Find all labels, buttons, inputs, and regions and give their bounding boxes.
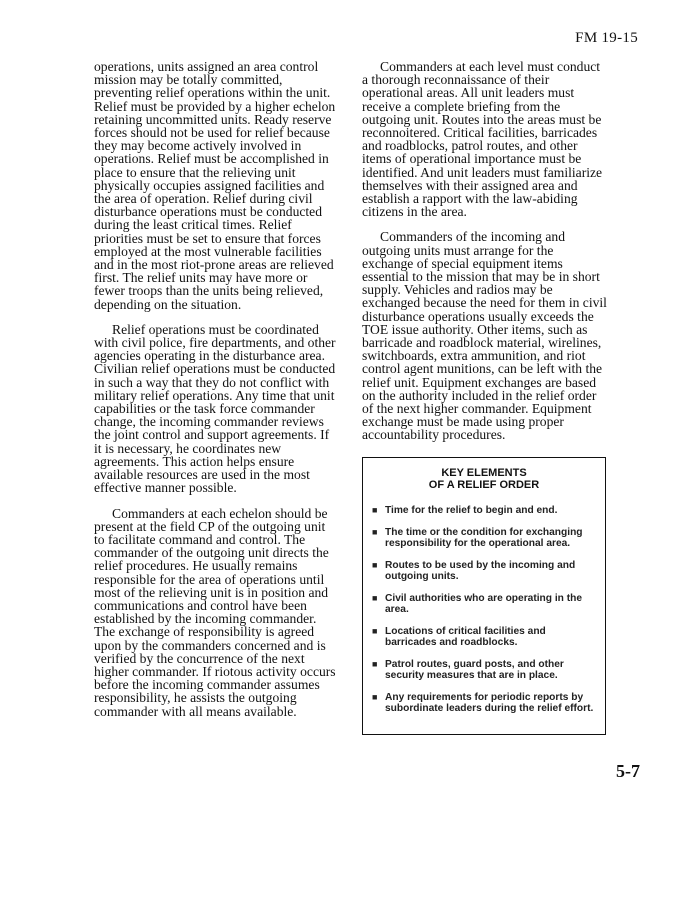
list-item-text: Patrol routes, guard posts, and other security measures that are in place. [385,658,564,681]
list-item [372,626,599,649]
list-item [372,659,599,682]
list-item [372,560,599,583]
key-elements-title-line: KEY ELEMENTS [441,467,527,479]
bullet-icon: ■ [372,526,378,537]
right-column [362,60,608,442]
list-item [372,593,599,616]
paragraph: Commanders of the incoming and outgoing units must arrange for the exchange of special equipment items essential to the mission that may be in short supply. Vehicles and radios may be exchanged because the need for them in civil disturbance operations usually exceeds the TOE issue authority. Other items, such as barricade and roadblock material, wirelines, switchboards, extra ammunition, and riot control agent munitions, can be left with the relief unit. Equipment exchanges are based on the authority included in the relief order of the next higher commander. Equipment exchange must be made using proper accountability procedures. [362,229,607,443]
page-number: 5-7 [616,761,640,781]
bullet-icon: ■ [372,625,378,636]
list-item-text: Routes to be used by the incoming and outgoing units. [385,559,576,582]
key-elements-box [362,457,606,735]
list-item [372,692,599,715]
list-item-text: The time or the condition for exchanging responsibility for the operational area. [385,526,583,549]
paragraph: Commanders at each echelon should be present at the field CP of the outgoing unit to facilitate command and control. The commander of the outgoing unit directs the relief procedures. He usually remains responsible for the area of operations until most of the relieving unit is in position and communications and control have been established by the incoming commander. The exchange of responsibility is agreed upon by the commanders concerned and is verified by the concurrence of the next higher commander. If riotous activity occurs before the incoming commander assumes responsibility, he assists the outgoing commander with all means available. [94,505,336,719]
list-item-text: Civil authorities who are operating in the area. [385,592,582,615]
bullet-icon: ■ [372,592,378,603]
key-elements-list [372,505,599,715]
bullet-icon: ■ [372,658,378,669]
paragraph: Commanders at each level must conduct a thorough reconnaissance of their operational areas. All unit leaders must receive a complete briefing from the outgoing unit. Routes into the areas must be reconnoitered. Critical facilities, barricades and roadblocks, patrol routes, and other items of operational importance must be identified. And unit leaders must familiarize themselves with their assigned area and establish a rapport with the law-abiding citizens in the area. [362,59,603,220]
list-item-text: Time for the relief to begin and end. [385,505,558,516]
bullet-icon: ■ [372,691,378,702]
key-elements-title [363,467,605,491]
list-item-text: Locations of critical facilities and barricades and roadblocks. [385,625,546,648]
bullet-icon: ■ [372,559,378,570]
bullet-icon: ■ [372,505,378,515]
key-elements-title-line: OF A RELIEF ORDER [428,479,540,491]
list-item [372,505,599,517]
paragraph: Relief operations must be coordinated with civil police, fire departments, and other agencies operating in the disturbance area. Civilian relief operations must be conducted in such a way that they do not conflict with military relief operations. Any time that unit capabilities or the task force commander change, the incoming commander reviews the joint control and support agreements. If it is necessary, he coordinates new agreements. This action helps ensure available resources are used in the most effective manner possible. [94,321,336,496]
paragraph: operations, units assigned an area control mission may be totally committed, preventing relief operations within the unit. Relief must be provided by a higher echelon retaining uncommitted units. Ready reserve forces should not be used for relief because they may become actively involved in operations. Relief must be accomplished in place to ensure that the relieving unit physically occupies assigned facilities and the area of operation. Relief during civil disturbance operations must be conducted during the least critical times. Relief priorities must be set to ensure that forces employed at the most vulnerable facilities and in the most riot-prone areas are relieved first. The relief units may have more or fewer troops than the units being relieved, depending on the situation. [94,59,336,312]
list-item [372,527,599,550]
left-column [94,60,338,718]
list-item-text: Any requirements for periodic reports by subordinate leaders during the relief effort. [385,691,594,714]
manual-header: FM 19-15 [575,30,638,46]
